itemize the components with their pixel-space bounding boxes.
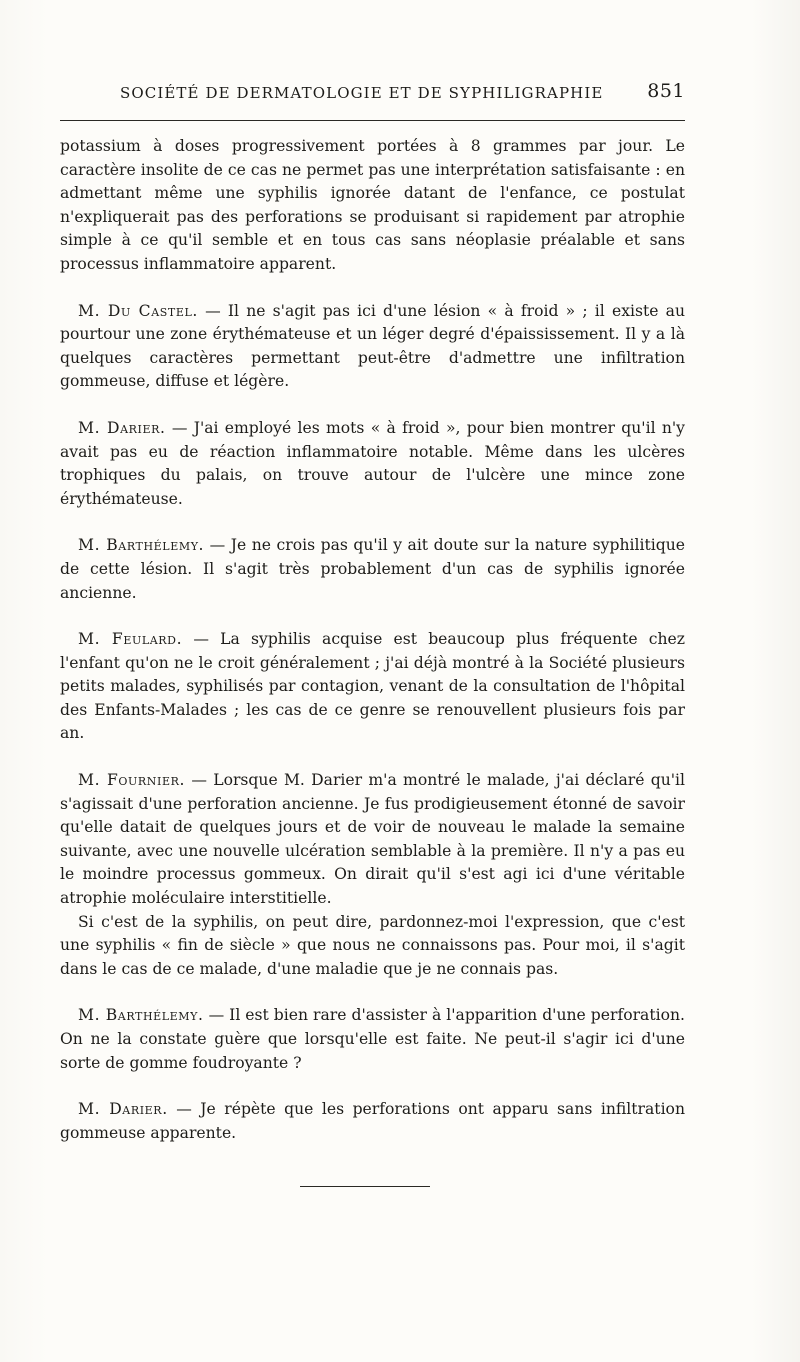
paragraph-text: — Il ne s'agit pas ici d'une lésion « à froid » ; il existe au pourtour une zone érythémateuse et un léger degré d'épaississement. Il y a là quelques caractères permettant peut-être d'admettre une infiltration gommeuse, diffuse et légère.	[60, 301, 686, 391]
paragraph-text: — Lorsque M. Darier m'a montré le malade, j'ai déclaré qu'il s'agissait d'une perforation ancienne. Je fus prodigieusement étonné de savoir qu'elle datait de quelques jours et de voir de nouveau le malade la semaine suivante, avec une nouvelle ulcération semblable à la première. Il n'y a pas eu le moindre processus gommeux. On dirait qu'il s'est agi ici d'une véritable atrophie moléculaire interstitielle.	[60, 771, 685, 908]
page-number: 851	[647, 80, 685, 102]
body-text	[60, 135, 685, 1145]
paragraph-text: — J'ai employé les mots « à froid », pour bien montrer qu'il n'y avait pas eu de réaction inflammatoire notable. Même dans les ulcères trophiques du palais, on trouve autour de l'ulcère une mince zone érythémateuse.	[60, 418, 685, 508]
paragraph-text: Si c'est de la syphilis, on peut dire, pardonnez-moi l'expression, que c'est une syphilis « fin de siècle » que nous ne connaissons pas. Pour moi, il s'agit dans le cas de ce malade, d'une maladie que je ne connais pas.	[60, 912, 685, 978]
paragraph-feulard	[60, 628, 685, 746]
running-title: SOCIÉTÉ DE DERMATOLOGIE ET DE SYPHILIGRAPHIE	[120, 84, 604, 102]
speaker-name: M. Barthélemy.	[78, 536, 205, 555]
paragraph-barthelemy	[60, 534, 685, 605]
paragraph-text: — Je ne crois pas qu'il y ait doute sur la nature syphilitique de cette lésion. Il s'agit très probablement d'un cas de syphilis ignorée ancienne.	[60, 536, 685, 602]
speaker-name: M. Darier.	[78, 418, 166, 437]
speaker-name: M. Darier.	[78, 1100, 168, 1119]
paragraph-text: — La syphilis acquise est beaucoup plus fréquente chez l'enfant qu'on ne le croit généralement ; j'ai déjà montré à la Société plusieurs petits malades, syphilisés par contagion, venant de la consultation de l'hôpital des Enfants-Malades ; les cas de ce genre se renouvellent plusieurs fois par an.	[60, 630, 685, 743]
paragraph-darier	[60, 417, 685, 511]
running-head	[60, 80, 685, 106]
speaker-name: M. Feulard.	[78, 630, 183, 649]
paragraph-text: — Il est bien rare d'assister à l'apparition d'une perforation. On ne la constate guère que lorsqu'elle est faite. Ne peut-il s'agir ici d'une sorte de gomme foudroyante ?	[60, 1006, 685, 1072]
paragraph-continuation	[60, 135, 685, 277]
paragraph-fournier-continued	[60, 911, 685, 982]
speaker-name: M. Du Castel.	[78, 301, 198, 320]
section-end-rule	[300, 1186, 430, 1187]
paragraph-darier-second	[60, 1098, 685, 1145]
speaker-name: M. Fournier.	[78, 771, 186, 790]
paragraph-du-castel	[60, 300, 685, 394]
header-rule	[60, 120, 685, 121]
paragraph-barthelemy-second	[60, 1004, 685, 1075]
speaker-name: M. Barthélemy.	[78, 1006, 204, 1025]
paragraph-text: — Je répète que les perforations ont apparu sans infiltration gommeuse apparente.	[60, 1100, 685, 1142]
paragraph-text: potassium à doses progressivement portées à 8 grammes par jour. Le caractère insolite de ce cas ne permet pas une interprétation satisfaisante : en admettant même une syphilis ignorée datant de l'enfance, ce postulat n'expliquerait pas des perforations se produisant si rapidement par atrophie simple à ce qu'il semble et en tous cas sans néoplasie préalable et sans processus inflammatoire apparent.	[60, 137, 685, 273]
paragraph-fournier	[60, 769, 685, 911]
